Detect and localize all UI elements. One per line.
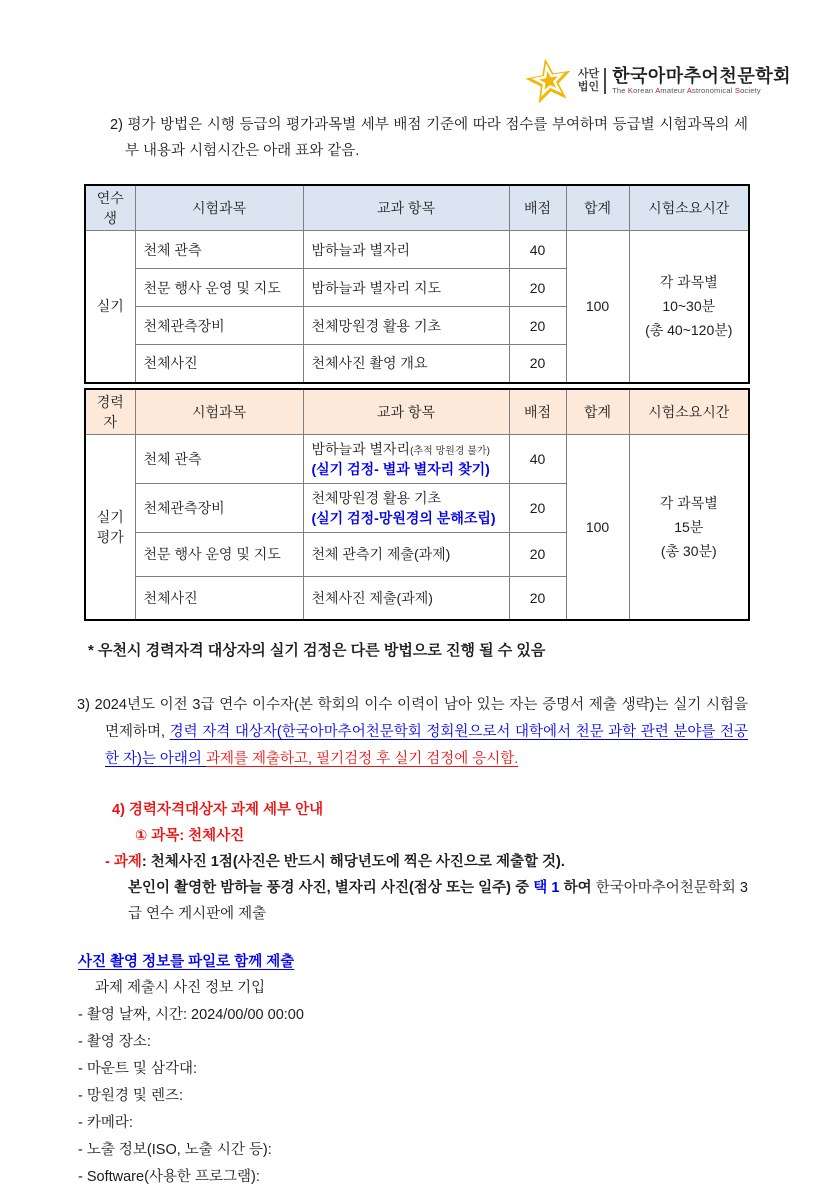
t2-subject: 천체사진 [135, 576, 303, 620]
en-word: stronomical [692, 85, 735, 95]
t1-duration-line: 10~30분 [662, 298, 716, 315]
logo-badge [578, 68, 606, 94]
en-initial: A [655, 85, 661, 95]
t1-subject: 천체관측장비 [135, 307, 303, 345]
society-name: 한국아마추어천문학회 [612, 66, 791, 87]
t1-topic: 천체망원경 활용 기초 [303, 307, 509, 345]
table-row [85, 434, 749, 483]
experienced-table-header-row [85, 389, 749, 435]
t2-duration [629, 434, 749, 620]
t2-header-topic: 교과 항목 [303, 389, 509, 435]
task-detail [128, 875, 748, 927]
t2-topic [303, 483, 509, 532]
list-item: - 카메라: [78, 1115, 133, 1131]
t2-points: 20 [509, 483, 566, 532]
p3-red-segment: 과제를 제출하고, 필기검정 후 실기 검정에 응시함. [205, 751, 519, 767]
society-name-en [612, 86, 791, 95]
t2-group-line: 실기 [96, 508, 124, 525]
task-line [105, 849, 748, 875]
list-item: - 망원경 및 렌즈: [78, 1088, 183, 1104]
photo-info-section [78, 949, 748, 1191]
en-word: mateur [660, 85, 687, 95]
list-item: - 마운트 및 삼각대: [78, 1061, 197, 1077]
t2-topic-note: (실기 검정- 별과 별자리 찾기) [311, 460, 490, 477]
logo-badge-bottom: 법인 [577, 81, 600, 93]
t2-header-points: 배점 [509, 389, 566, 435]
task-label: - 과제 [105, 854, 142, 870]
photo-info-subtitle: 과제 제출시 사진 정보 기입 [95, 980, 266, 996]
t2-topic-main: 천체망원경 활용 기초 [311, 489, 441, 506]
task-subject-line: ① 과목: 천체사진 [135, 828, 245, 844]
trainee-exam-table [84, 184, 750, 384]
t1-subject: 천체 관측 [135, 231, 303, 269]
t2-header-group: 경력자 [85, 389, 135, 435]
t1-topic: 천체사진 촬영 개요 [303, 345, 509, 383]
t2-points: 20 [509, 576, 566, 620]
t1-subject: 천문 행사 운영 및 지도 [135, 269, 303, 307]
en-initial: S [734, 85, 741, 95]
task-description: : 천체사진 1점(사진은 반드시 해당년도에 찍은 사진으로 제출할 것). [141, 854, 565, 870]
p3-black-segment: 3) 2024년도 이전 3급 연수 이수자(본 학회의 이수 이력이 남아 있는 자는 증명서 제출 생략)는 실기 시험을 면제하며, [77, 697, 748, 740]
t2-subject: 천체 관측 [135, 434, 303, 483]
t1-group-label: 실기 [85, 231, 135, 383]
t2-header-total: 합계 [566, 389, 629, 435]
list-item: - 촬영 날짜, 시간: 2024/00/00 00:00 [78, 1007, 304, 1023]
t1-header-group: 연수생 [85, 185, 135, 231]
t1-points: 20 [509, 307, 566, 345]
t1-header-topic: 교과 항목 [303, 185, 509, 231]
logo-text [606, 67, 791, 95]
t1-points: 40 [509, 231, 566, 269]
t2-points: 40 [509, 434, 566, 483]
society-logo [523, 56, 791, 106]
t2-group-line: 평가 [96, 528, 124, 545]
t2-group-label [85, 434, 135, 620]
rain-contingency-note: * 우천시 경력자격 대상자의 실기 검정은 다른 방법으로 진행 될 수 있음 [88, 642, 546, 659]
t2-header-subject: 시험과목 [135, 389, 303, 435]
t2-subject: 천문 행사 운영 및 지도 [135, 532, 303, 576]
t1-points: 20 [509, 345, 566, 383]
trainee-table-header-row [85, 185, 749, 231]
en-word: orean [633, 85, 656, 95]
t1-duration-line: (총 40~120분) [645, 322, 733, 339]
t2-topic-note: (실기 검정-망원경의 분해조립) [311, 509, 496, 526]
t2-topic: 천체사진 제출(과제) [303, 576, 509, 620]
evaluation-method-paragraph: 2) 평가 방법은 시행 등급의 평가과목별 세부 배점 기준에 따라 점수를 부여하며 등급별 시험과목의 세부 내용과 시험시간은 아래 표와 같음. [110, 117, 748, 159]
t1-topic: 밤하늘과 별자리 [303, 231, 509, 269]
list-item: - 노출 정보(ISO, 노출 시간 등): [78, 1142, 272, 1158]
t2-topic-main [312, 439, 501, 459]
detail-bold: 본인이 촬영한 밤하늘 풍경 사진, 별자리 사진(점상 또는 일주) 중 [128, 880, 534, 896]
list-item: - Software(사용한 프로그램): [78, 1169, 260, 1185]
t1-subject: 천체사진 [135, 345, 303, 383]
t2-topic-small: (추적 망원경 불가) [410, 445, 490, 457]
en-initial: K [627, 85, 634, 95]
task-guide-section [84, 797, 748, 927]
t1-duration-line: 각 과목별 [659, 274, 718, 291]
t1-points: 20 [509, 269, 566, 307]
en-word: ociety [740, 85, 761, 95]
experienced-exam-table [84, 388, 750, 622]
task-guide-title: 4) 경력자격대상자 과제 세부 안내 [112, 802, 324, 818]
t2-subject: 천체관측장비 [135, 483, 303, 532]
t1-topic: 밤하늘과 별자리 지도 [303, 269, 509, 307]
table-row [85, 231, 749, 269]
t2-header-duration: 시험소요시간 [629, 389, 749, 435]
star-icon [519, 52, 579, 110]
t1-total: 100 [566, 231, 629, 383]
detail-normal: 한국아마추어천문학회 3급 연수 게시판에 제출 [128, 880, 748, 922]
t2-topic [303, 434, 509, 483]
p3-blue-segment: 경력 자격 대상자(한국아마추어천문학회 정회원으로서 대학에서 천문 과학 관련 분야를 전공한 자)는 아래의 [105, 724, 748, 767]
t1-header-points: 배점 [509, 185, 566, 231]
t1-duration [629, 231, 749, 383]
t2-topic: 천체 관측기 제출(과제) [303, 532, 509, 576]
detail-bold: 하여 [559, 880, 592, 896]
t1-header-duration: 시험소요시간 [629, 185, 749, 231]
t1-header-total: 합계 [566, 185, 629, 231]
photo-info-title: 사진 촬영 정보를 파일로 함께 제출 [78, 954, 295, 970]
t2-duration-line: 각 과목별 [659, 494, 718, 511]
document-body [77, 112, 748, 1191]
t2-total: 100 [566, 434, 629, 620]
t2-duration-line: (총 30분) [660, 542, 717, 559]
list-item: - 촬영 장소: [78, 1034, 151, 1050]
en-word: The [612, 85, 628, 95]
detail-choose-one: 택 1 [533, 880, 560, 896]
logo-badge-top: 사단 [577, 67, 600, 80]
t2-duration-line: 15분 [674, 518, 704, 535]
exemption-paragraph [77, 692, 748, 773]
t2-points: 20 [509, 532, 566, 576]
en-initial: A [686, 85, 693, 95]
t1-header-subject: 시험과목 [135, 185, 303, 231]
t2-topic-text: 밤하늘과 별자리 [311, 440, 411, 457]
